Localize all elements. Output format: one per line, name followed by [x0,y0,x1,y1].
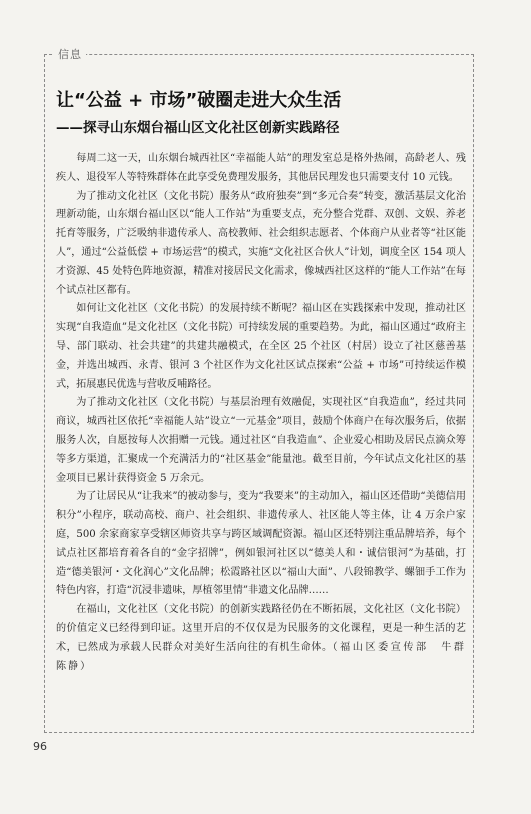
article-subtitle: ——探寻山东烟台福山区文化社区创新实践路径 [56,120,340,136]
article-body [56,150,479,676]
paragraph-last [56,601,479,676]
author-credit: （福山区委宣传部 牛群 陈静） [56,641,479,672]
section-tag: 信息 [54,46,86,62]
paragraph: 为了让居民从“让我来”的被动参与，变为“我要来”的主动加入，福山区还借助“美德信用积分”小程序，联动高校、商户、社会组织、非遗传承人、社区能人等主体，让 4 万余户家庭，500 余家商家享受辖区师资共享与跨区域调配资源。福山区还特别注重品牌培养，每个试点社区都培育着各自的“金字招牌”，例如银河社区以“德美人和・诚信银河”为基础，打造“德美银河・文化润心”文化品牌；松霞路社区以“福山大面”、八段锦教学、螺钿手工作为特色内容，打造“沉浸非遗味，厚植邻里情”非遗文化品牌…… [56,491,466,597]
page-number: 96 [33,740,47,753]
paragraph: 为了推动文化社区（文化书院）服务从“政府独奏”到“多元合奏”转变，激活基层文化治理新动能，山东烟台福山区以“能人工作站”为重要支点，充分整合党群、双创、文娱、养老托育等服务，广泛吸纳非遗传承人、高校教师、社会组织志愿者、个体商户从业者等“社区能人”，通过“公益低偿 + 市场运营”的模式，实施“文化社区合伙人”计划，调度全区 154 项人才资源、45 处特色阵地资源，精准对接居民文化需求，像城西社区这样的“能人工作站”在每个试点社区都有。 [56,190,466,296]
paragraph: 每周二这一天，山东烟台城西社区“幸福能人站”的理发室总是格外热闹，高龄老人、残疾人、退役军人等特殊群体在此享受免费理发服务，其他居民理发也只需要支付 10 元钱。 [56,153,466,183]
paragraph-text: 在福山，文化社区（文化书院）的创新实践路径仍在不断拓展，文化社区（文化书院）的价值定义已经得到印证。这里开启的不仅仅是为民服务的文化课程，更是一种生活的艺术，已然成为承载人民群众对美好生活向往的有机生命体。 [56,604,466,653]
article-title: 让“公益 + 市场”破圈走进大众生活 [56,90,342,111]
paragraph: 如何让文化社区（文化书院）的发展持续不断呢？福山区在实践探索中发现，推动社区实现“自我造血”是文化社区（文化书院）可持续发展的重要趋势。为此，福山区通过“政府主导、部门联动、社会共建”的共建共融模式，在全区 25 个社区（村居）设立了社区慈善基金，并选出城西、永青、银河 3 个社区作为文化社区试点探索“公益 + 市场”可持续运作模式，拓展惠民优选与营收反哺路径。 [56,303,466,390]
paragraph: 为了推动文化社区（文化书院）与基层治理有效融促，实现社区“自我造血”，经过共同商议，城西社区依托“幸福能人站”设立“一元基金”项目，鼓励个体商户在每次服务后，依据服务人次，自愿按每人次捐赠一元钱。通过社区“自我造血”、企业爱心相助及居民点滴众筹等多方渠道，汇聚成一个充满活力的“社区基金”能量池。截至目前，今年试点文化社区的基金项目已累计获得资金 5 万余元。 [56,397,466,484]
